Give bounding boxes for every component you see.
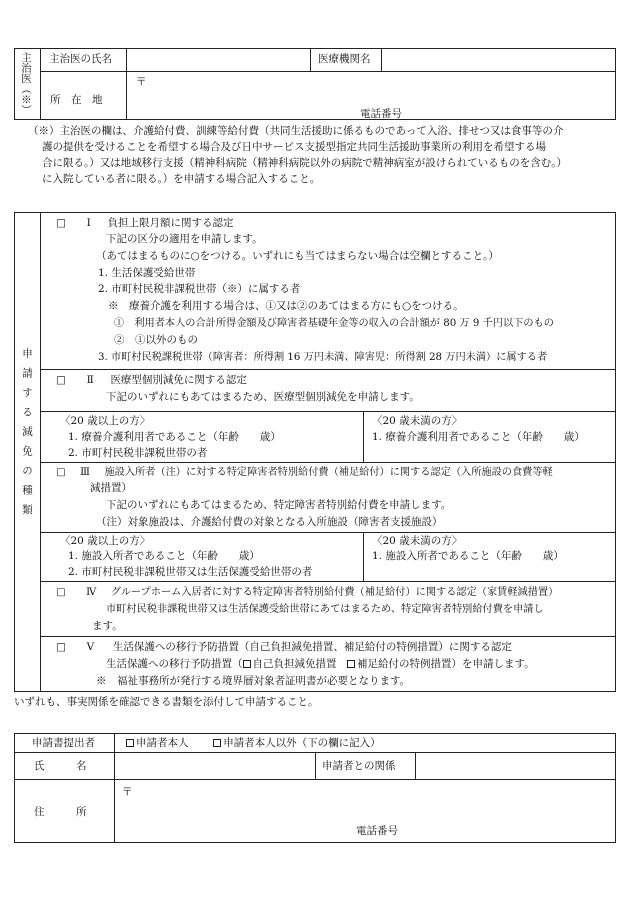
applicant-phone-label: 電話番号 <box>356 825 398 837</box>
item2-checkbox[interactable]: □ <box>56 374 66 386</box>
other-checkbox[interactable] <box>213 739 221 747</box>
item4-title-text: グループホーム入居者に対する特定障害者特別給付費（補足給付）に関する認定（家賃軽減措置） <box>110 587 559 598</box>
submitter-label: 申請書提出者 <box>32 737 95 749</box>
doctor-name-label: 主治医の氏名 <box>49 53 112 65</box>
item3-checkbox[interactable]: □ <box>56 467 66 478</box>
item3-left-2: 2. 市町村民税非課税世帯又は生活保護受給世帯の者 <box>68 566 313 578</box>
item2-right-1: 1. 療養介護利用者であること（年齢 歳） <box>372 431 585 443</box>
doctor-note-1: （※）主治医の欄は、介護給付費、訓練等給付費（共同生活援助に係るものであって入浴、排せつ又は食事等の介 <box>28 125 564 137</box>
item3-numeral: Ⅲ <box>80 467 90 478</box>
item5-title-text: 生活保護への移行予防措置（自己負担減免措置、補足給付の特例措置）に関する認定 <box>112 641 512 653</box>
item1-opt1: 1. 生活保護受給世帯 <box>98 267 196 279</box>
applicant-address-field[interactable] <box>136 784 610 820</box>
item2-left-head: 〈20 歳以上の方〉 <box>60 415 151 427</box>
item1-line2: （あてはまるものに○をつける。いずれにも当てはまらない場合は空欄とすること。） <box>96 250 499 262</box>
item5-line2: ※ 福祉事務所が発行する境界層対象者証明書が必要となります。 <box>96 675 411 687</box>
other-option-label: 申請者本人以外（下の欄に記入） <box>223 737 381 749</box>
doctor-address-field[interactable] <box>150 74 610 102</box>
institution-label: 医療機関名 <box>318 53 371 65</box>
item1-title-text: 負担上限月額に関する認定 <box>107 217 234 229</box>
item1-line1: 下記の区分の適用を申請します。 <box>106 233 263 245</box>
self-checkbox[interactable] <box>126 739 134 747</box>
doctor-note-3: 合に限る。）又は地域移行支援（精神科病院（精神科病院以外の病院で精神病室が設けられているものを含む。） <box>42 157 567 169</box>
item2-line1: 下記のいずれにもあてはまるため、医療型個別減免を申請します。 <box>106 391 420 403</box>
applicant-name-label: 氏 名 <box>34 760 87 772</box>
item1-numeral: Ⅰ <box>86 217 91 229</box>
item1-checkbox[interactable]: □ <box>56 217 66 229</box>
doctor-address-label: 所 在 地 <box>50 94 103 106</box>
applicant-name-field[interactable] <box>116 754 313 777</box>
institution-field[interactable] <box>383 50 613 69</box>
item5-line1 <box>106 658 535 671</box>
item1-title <box>56 217 233 230</box>
item4-line1: 市町村民税非課税世帯又は生活保護受給世帯にあてはまるため、特定障害者特別給付費を申請し <box>106 604 544 615</box>
item3-title1 <box>56 466 553 479</box>
item2-left-2: 2. 市町村民税非課税世帯の者 <box>68 447 208 459</box>
item3-line1: 下記のいずれにもあてはまるため、特定障害者特別給付費を申請します。 <box>106 499 452 511</box>
item1-sub1: ① 利用者本人の合計所得金額及び障害者基礎年金等の収入の合計額が 80 万 9 千円以下のもの <box>114 318 554 329</box>
self-option-label: 申請者本人 <box>136 737 189 749</box>
item3-left-head: 〈20 歳以上の方〉 <box>60 535 151 547</box>
item3-right-1: 1. 施設入所者であること（年齢 歳） <box>372 550 564 562</box>
item3-title2: 減措置） <box>90 482 132 494</box>
item1-sub2: ② ①以外のもの <box>114 334 198 346</box>
item3-left-1: 1. 施設入所者であること（年齢 歳） <box>68 550 260 562</box>
doctor-note-2: 護の提供を受けることを希望する場合及び日中サービス支援型指定共同生活援助事業所の利用を希望する場 <box>42 141 546 153</box>
item4-title <box>56 586 558 599</box>
item5-line1-prefix: 生活保護への移行予防措置（ <box>106 658 243 670</box>
item1-opt2: 2. 市町村民税非課税世帯（※）に属する者 <box>98 283 301 295</box>
item1-sub-note: ※ 療養介護を利用する場合は、①又は②のあてはまる方にも○をつける。 <box>108 300 464 312</box>
reduction-footer-note: いずれも、事実関係を確認できる書類を添付して申請すること。 <box>14 696 319 708</box>
item3-right-head: 〈20 歳未満の方〉 <box>372 535 463 547</box>
doctor-side-label: 主治医（※） <box>20 52 32 115</box>
item2-left-1: 1. 療養介護利用者であること（年齢 歳） <box>68 431 281 443</box>
item1-opt3: 3. 市町村民税課税世帯（障害者：所得割 16 万円未満、障害児：所得割 28 万円未満）に属する者 <box>98 352 548 363</box>
item5-title <box>56 641 512 654</box>
item4-checkbox[interactable]: □ <box>56 587 66 598</box>
item4-line2: ます。 <box>92 620 123 632</box>
item3-title1-text: 施設入所者（注）に対する特定障害者特別給付費（補足給付）に関する認定（入所施設の食費等軽 <box>104 467 553 478</box>
reduction-side-label: 申請する減免の種類 <box>21 348 33 524</box>
doctor-phone-label: 電話番号 <box>360 108 402 120</box>
applicant-address-label: 住 所 <box>34 806 87 818</box>
item5-numeral: Ⅴ <box>86 641 95 653</box>
item4-numeral: Ⅳ <box>86 587 97 598</box>
applicant-postal-mark: 〒 <box>122 786 133 798</box>
doctor-note-4: に入院している者に限る。）を申請する場合記入すること。 <box>42 173 321 185</box>
self-pay-reduction-checkbox[interactable] <box>243 660 251 668</box>
item2-numeral: Ⅱ <box>86 374 94 386</box>
item5-line1-suffix: 補足給付の特例措置）を申請します。 <box>357 658 535 670</box>
self-pay-reduction-label: 自己負担減免措置 <box>252 658 347 670</box>
doctor-postal-mark: 〒 <box>136 76 147 88</box>
item5-checkbox[interactable]: □ <box>56 641 66 653</box>
doctor-name-field[interactable] <box>128 50 308 69</box>
supplementary-special-checkbox[interactable] <box>347 660 355 668</box>
relation-label: 申請者との関係 <box>322 760 396 772</box>
submitter-options <box>126 737 381 750</box>
relation-field[interactable] <box>417 754 613 777</box>
item3-line2: （注）対象施設は、介護給付費の対象となる入所施設（障害者支援施設） <box>96 516 443 528</box>
item2-title-text: 医療型個別減免に関する認定 <box>110 374 247 386</box>
item2-title <box>56 374 247 387</box>
item2-right-head: 〈20 歳未満の方〉 <box>372 415 463 427</box>
